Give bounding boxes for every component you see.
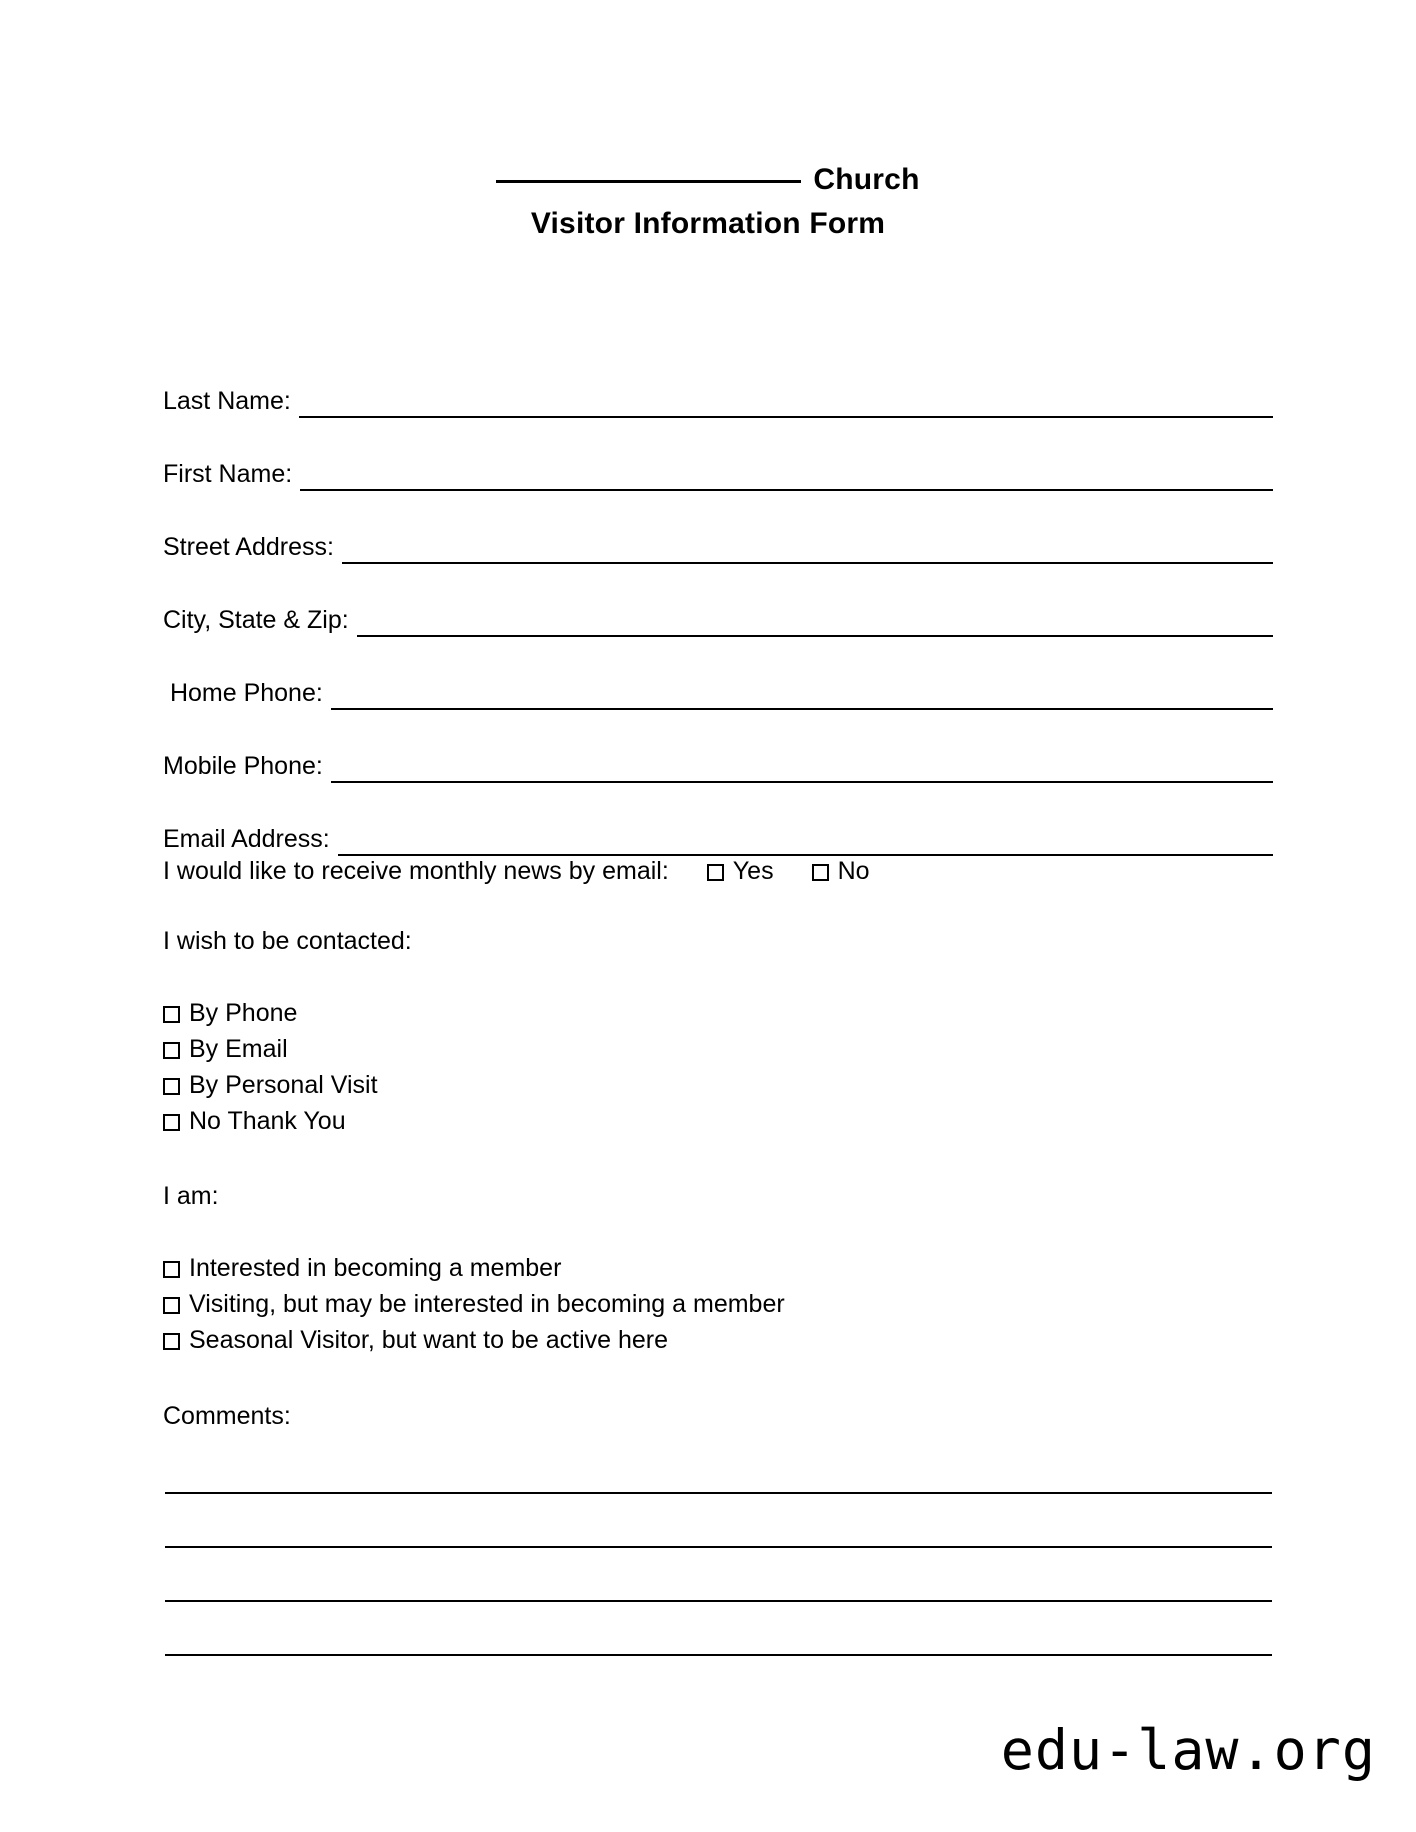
field-label-city-state-zip: City, State & Zip: xyxy=(163,606,349,634)
church-name-blank[interactable] xyxy=(496,180,801,183)
newsletter-option-yes-label: Yes xyxy=(732,857,774,885)
identity-option-visiting-may-be-interested[interactable] xyxy=(163,1286,785,1322)
field-row-last-name xyxy=(163,345,1273,418)
identity-options-list xyxy=(163,1250,785,1358)
contact-options-list xyxy=(163,995,378,1139)
checkbox-icon[interactable] xyxy=(163,1042,180,1059)
field-input-email-address[interactable] xyxy=(338,828,1273,856)
newsletter-option-no-label: No xyxy=(837,857,870,885)
checkbox-icon[interactable] xyxy=(163,1078,180,1095)
contact-option-label: By Phone xyxy=(189,999,298,1027)
checkbox-icon[interactable] xyxy=(163,1261,180,1278)
page-title-suffix: Church xyxy=(813,163,920,196)
field-label-home-phone: Home Phone: xyxy=(163,679,323,707)
document-header xyxy=(0,160,1416,248)
field-input-mobile-phone[interactable] xyxy=(331,755,1273,783)
page-title xyxy=(0,160,1416,200)
newsletter-option-yes[interactable] xyxy=(707,855,774,887)
form-fields xyxy=(163,345,1273,856)
comments-line[interactable] xyxy=(165,1440,1272,1494)
field-input-street-address[interactable] xyxy=(342,536,1273,564)
checkbox-icon[interactable] xyxy=(163,1333,180,1350)
page-subtitle: Visitor Information Form xyxy=(530,207,886,240)
comments-line[interactable] xyxy=(165,1548,1272,1602)
field-row-first-name xyxy=(163,418,1273,491)
footer-watermark: edu-law.org xyxy=(1000,1718,1376,1782)
comments-line[interactable] xyxy=(165,1494,1272,1548)
checkbox-icon[interactable] xyxy=(163,1006,180,1023)
field-input-last-name[interactable] xyxy=(299,390,1273,418)
field-label-mobile-phone: Mobile Phone: xyxy=(163,752,323,780)
contact-option-by-personal-visit[interactable] xyxy=(163,1067,378,1103)
contact-option-by-phone[interactable] xyxy=(163,995,378,1031)
identity-option-label: Interested in becoming a member xyxy=(189,1254,562,1282)
identity-option-interested-member[interactable] xyxy=(163,1250,785,1286)
field-input-first-name[interactable] xyxy=(300,463,1273,491)
contact-section-heading: I wish to be contacted: xyxy=(163,927,412,955)
contact-option-label: By Personal Visit xyxy=(189,1071,378,1099)
field-input-city-state-zip[interactable] xyxy=(357,609,1273,637)
newsletter-prompt: I would like to receive monthly news by email: xyxy=(163,857,669,885)
contact-option-no-thank-you[interactable] xyxy=(163,1103,378,1139)
field-label-last-name: Last Name: xyxy=(163,387,291,415)
field-row-street-address xyxy=(163,491,1273,564)
checkbox-icon[interactable] xyxy=(163,1297,180,1314)
newsletter-option-no[interactable] xyxy=(812,855,870,887)
identity-option-label: Visiting, but may be interested in becoming a member xyxy=(189,1290,785,1318)
contact-option-label: No Thank You xyxy=(189,1107,346,1135)
field-input-home-phone[interactable] xyxy=(331,682,1273,710)
checkbox-icon[interactable] xyxy=(163,1114,180,1131)
comments-section-heading: Comments: xyxy=(163,1402,291,1430)
identity-option-seasonal-visitor[interactable] xyxy=(163,1322,785,1358)
newsletter-optin-row xyxy=(163,855,870,887)
field-row-city-state-zip xyxy=(163,564,1273,637)
field-row-home-phone xyxy=(163,637,1273,710)
field-label-street-address: Street Address: xyxy=(163,533,334,561)
field-label-first-name: First Name: xyxy=(163,460,293,488)
identity-option-label: Seasonal Visitor, but want to be active here xyxy=(189,1326,669,1354)
checkbox-icon[interactable] xyxy=(812,864,829,881)
field-label-email-address: Email Address: xyxy=(163,825,330,853)
identity-section-heading: I am: xyxy=(163,1182,219,1210)
field-row-email-address xyxy=(163,783,1273,856)
contact-option-by-email[interactable] xyxy=(163,1031,378,1067)
contact-option-label: By Email xyxy=(189,1035,288,1063)
comments-lines xyxy=(165,1440,1272,1656)
checkbox-icon[interactable] xyxy=(707,864,724,881)
comments-line[interactable] xyxy=(165,1602,1272,1656)
field-row-mobile-phone xyxy=(163,710,1273,783)
